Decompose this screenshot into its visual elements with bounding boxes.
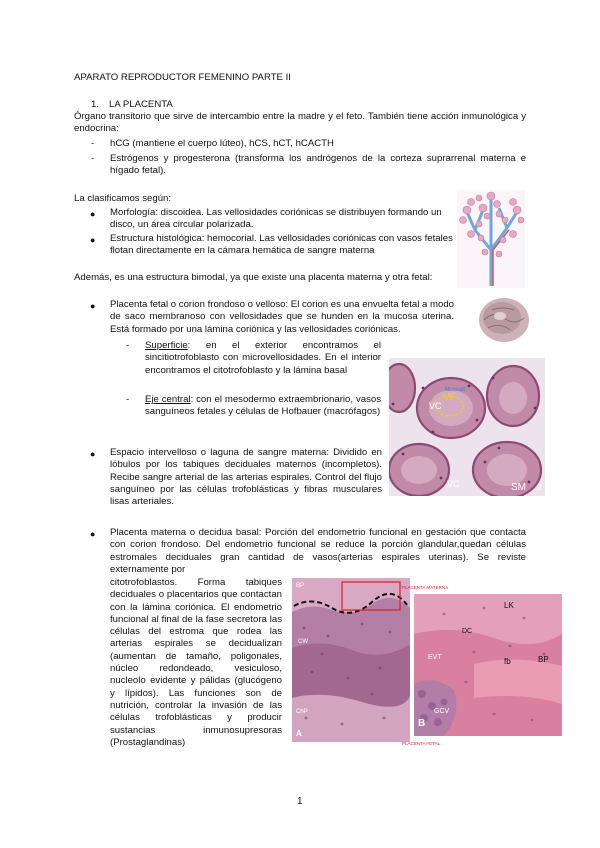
section-number: 1. [91, 99, 100, 110]
term-text: : en el exterior encontramos el sincitiotrofoblasto con microvellosidades. En el interior encontramos el citotrofoblasto y la lámina basal [145, 340, 381, 376]
label-placenta-materna: PLACENTA MATERNA [402, 585, 449, 590]
hormone-item-1: hCG (mantiene el cuerpo lúteo), hCS, hCT, hCACTH [110, 138, 334, 149]
bullet-marker: ● [90, 449, 96, 459]
intro-paragraph: Órgano transitorio que sirve de intercambio entre la madre y el feto. También tiene acción inmunológica y endocrina: [74, 111, 526, 135]
label-lk: LK [504, 601, 514, 610]
histology-panel-a [292, 578, 410, 742]
term: Morfología [110, 207, 156, 218]
label-vc-2: VC [447, 479, 460, 489]
dash-marker: - [126, 394, 130, 405]
section-heading: LA PLACENTA [109, 99, 173, 110]
label-a: A [296, 729, 302, 738]
label-number: 9 [537, 483, 542, 492]
term: Eje central [145, 394, 191, 405]
term: Estructura histológica [110, 233, 202, 244]
maternal-lead-paragraph: Placenta materna o decidua basal: Porción del endometrio funcional en gestación que contacta con corion frondoso. Del endometrio funcional se reduce la porción glandular,quedan células estromales deciduales gran cantidad de vasos(arterias espirales uterinas). Se reviste externamente por [110, 527, 526, 575]
label-microvilli: Microvell. [445, 387, 467, 393]
page-number: 1 [297, 796, 303, 807]
label-vf: VF [443, 392, 456, 403]
label-gcv: GCV [434, 708, 450, 715]
label-sm: SM [511, 482, 526, 493]
label-chp: ChP [296, 709, 308, 715]
bullet-marker: ● [90, 529, 96, 539]
label-vc: VC [429, 401, 442, 411]
bimodal-paragraph: Además, es una estructura bimodal, ya que existe una placenta materna y otra fetal: [74, 272, 433, 283]
villous-tree-figure [457, 190, 525, 288]
bullet-marker: ● [90, 235, 96, 245]
dash-marker: - [126, 340, 130, 351]
term-text: : discoidea. Las vellosidades coriónicas se distribuyen formando un disco, un área circular polarizada. [110, 207, 442, 231]
label-b: B [418, 718, 426, 729]
fetal-sub-superficie [145, 340, 381, 377]
hormone-item-2: Estrógenos y progesterona (transforma los andrógenos de la corteza suprarrenal materna e hígado fetal). [110, 153, 526, 177]
histology-panel-b [414, 594, 562, 736]
term-text: : con el mesodermo extraembrionario, vasos sanguíneos fetales y células de Hofbauer (macrófagos) [145, 394, 382, 418]
fetal-placenta-paragraph: Placenta fetal o corion frondoso o velloso: El corion es una envuelta fetal a modo de saco membranoso con vellosidades que se hunden en la mucosa uterina. Está formado por una lámina coriónica y las vellosidades coriónicas. [110, 299, 454, 335]
term: Superficie [145, 340, 188, 351]
label-bp-2: BP [538, 655, 549, 664]
label-cw: CW [298, 639, 308, 645]
bullet-marker: ● [90, 301, 96, 311]
classification-estructura [110, 233, 454, 258]
bullet-marker: ● [90, 209, 96, 219]
placenta-specimen-figure [474, 292, 532, 346]
label-fb: fb [504, 657, 511, 666]
intervillous-paragraph: Espacio intervelloso o laguna de sangre materna: Dividido en lóbulos por los tabiques deciduales maternos (incompletos). Recibe sangre arterial de las arterias espirales. Control del flujo sanguíneo por las células trofoblásticas y fibras musculares lisas arteriales. [110, 447, 382, 508]
classify-heading: La clasificamos según: [74, 193, 172, 204]
term-text: : hemocorial. Las vellosidades coriónicas con vasos fetales flotan directamente en la cámara hemática de sangre materna [110, 233, 453, 257]
label-dc: DC [462, 628, 473, 635]
label-bp: BP [296, 583, 305, 589]
villus-micrograph [389, 358, 545, 496]
dash-marker: - [91, 153, 95, 164]
classification-morfologia [110, 207, 454, 232]
page-title: APARATO REPRODUCTOR FEMENINO PARTE II [74, 72, 291, 83]
label-evt: EVT [428, 654, 442, 661]
label-placenta-fetal: PLACENTA FETAL [402, 741, 441, 746]
maternal-rest-paragraph: citotrofoblastos. Forma tabiques deciduales o placentarios que contactan con la lámina coriónica. El endometrio funcional al final de la fase secretora las células del estroma que rodea las arterias espirales se decidualizan (aumentan de tamaño, poligonales, núcleo redondeado, vesiculoso, nucleolo evidente y pálidas (glucógeno y lípidos). Las funciones son de nutrición, controlar la invasión de las células trofoblásticas y producir sustancias inmunosupresoras (Prostaglandinas) [110, 577, 282, 748]
dash-marker: - [91, 138, 95, 149]
fetal-sub-eje-central [145, 394, 381, 419]
